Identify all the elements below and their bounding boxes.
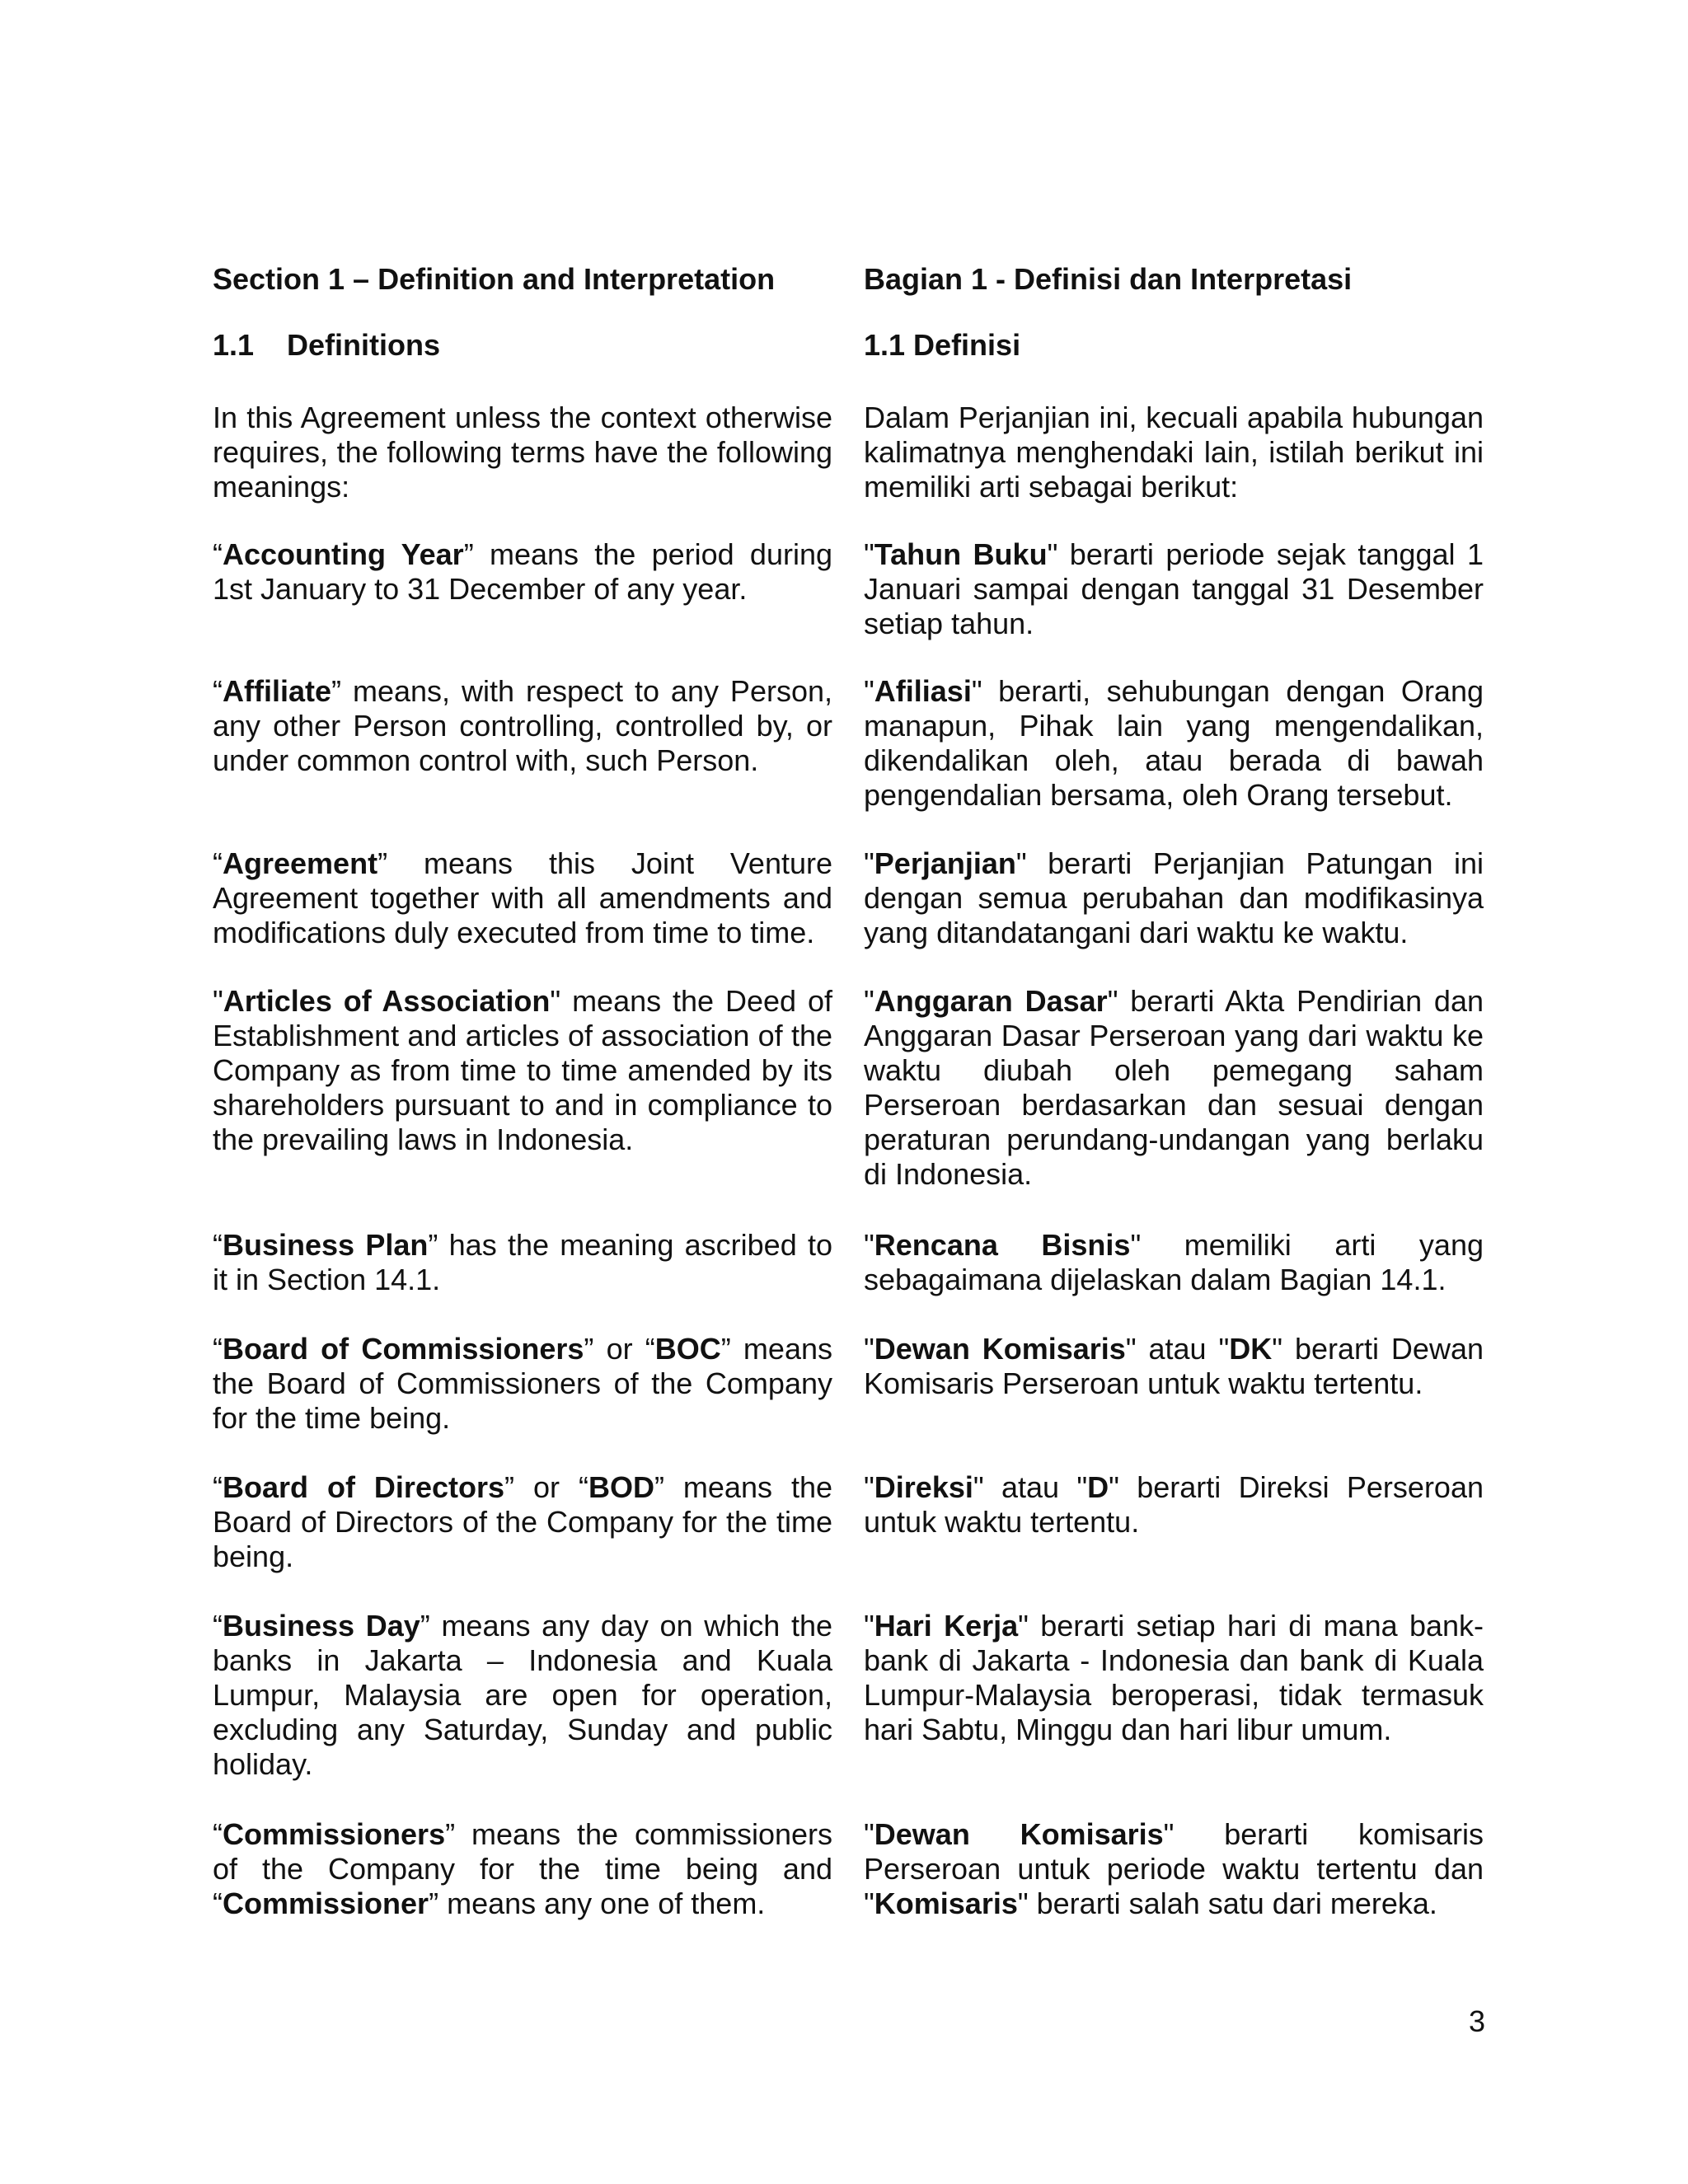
defined-term: Board of Commissioners xyxy=(223,1332,584,1366)
defined-term: Dewan Komisaris xyxy=(874,1332,1126,1366)
definition-business-plan: “Business Plan” has the meaning ascribed to it in Section 14.1. xyxy=(213,1228,833,1296)
defined-term: Anggaran Dasar xyxy=(874,984,1108,1018)
intro-paragraph-id: Dalam Perjanjian ini, kecuali apabila hubungan kalimatnya menghendaki lain, istilah berikut ini memiliki arti sebagai berikut: xyxy=(864,401,1484,504)
definisi-komisaris: "Dewan Komisaris" berarti komisaris Perseroan untuk periode waktu tertentu dan "Komisaris" berarti salah satu dari mereka. xyxy=(864,1817,1484,1920)
definition-board-of-commissioners: “Board of Commissioners” or “BOC” means the Board of Commissioners of the Company for the time being. xyxy=(213,1332,832,1435)
definisi-hari-kerja: "Hari Kerja" berarti setiap hari di mana bank-bank di Jakarta - Indonesia dan bank di Kuala Lumpur-Malaysia beroperasi, tidak termasuk hari Sabtu, Minggu dan hari libur umum. xyxy=(864,1609,1484,1746)
definition-accounting-year: “Accounting Year” means the period during 1st January to 31 December of any year. xyxy=(213,537,832,606)
intro-paragraph: In this Agreement unless the context otherwise requires, the following terms have the following meanings: xyxy=(213,401,832,504)
subsection-number: 1.1 xyxy=(213,328,255,362)
section-title: Section 1 – Definition and Interpretation xyxy=(213,262,776,296)
defined-term-singular: Commissioner xyxy=(223,1886,429,1920)
section-title-id: Bagian 1 - Definisi dan Interpretasi xyxy=(864,262,1353,296)
subsection-heading xyxy=(213,328,832,363)
defined-term: Afiliasi xyxy=(874,674,972,708)
definition-commissioners: “Commissioners” means the commissioners of the Company for the time being and “Commissioner” means any one of them. xyxy=(213,1817,832,1920)
defined-term: Affiliate xyxy=(223,674,332,708)
defined-term: Perjanjian xyxy=(874,846,1016,880)
defined-term: Commissioners xyxy=(223,1817,446,1851)
definisi-direksi: "Direksi" atau "D" berarti Direksi Perseroan untuk waktu tertentu. xyxy=(864,1470,1484,1539)
definisi-anggaran-dasar: "Anggaran Dasar" berarti Akta Pendirian dan Anggaran Dasar Perseroan yang dari waktu ke waktu diubah oleh pemegang saham Perseroan berdasarkan dan sesuai dengan peraturan perundang-undangan yang berlaku di Indonesia. xyxy=(864,984,1484,1191)
definition-affiliate: “Affiliate” means, with respect to any Person, any other Person controlling, controlled by, or under common control with, such Person. xyxy=(213,674,832,777)
definisi-dewan-komisaris: "Dewan Komisaris" atau "DK" berarti Dewan Komisaris Perseroan untuk waktu tertentu. xyxy=(864,1332,1484,1400)
defined-term-abbrev: DK xyxy=(1229,1332,1273,1366)
defined-term: Hari Kerja xyxy=(874,1609,1019,1643)
page-number: 3 xyxy=(1469,2004,1486,2038)
defined-term: Tahun Buku xyxy=(874,537,1048,571)
definisi-afiliasi: "Afiliasi" berarti, sehubungan dengan Orang manapun, Pihak lain yang mengendalikan, dikendalikan oleh, atau berada di bawah pengendalian bersama, oleh Orang tersebut. xyxy=(864,674,1484,812)
definisi-rencana-bisnis: "Rencana Bisnis" memiliki arti yang sebagaimana dijelaskan dalam Bagian 14.1. xyxy=(864,1228,1484,1296)
defined-term: Business Plan xyxy=(223,1228,429,1262)
defined-term: Articles of Association xyxy=(223,984,551,1018)
defined-term: Agreement xyxy=(223,846,378,880)
defined-term: Dewan Komisaris xyxy=(874,1817,1164,1851)
defined-term-abbrev: D xyxy=(1087,1470,1109,1504)
defined-term: Direksi xyxy=(874,1470,973,1504)
definisi-tahun-buku: "Tahun Buku" berarti periode sejak tanggal 1 Januari sampai dengan tanggal 31 Desember setiap tahun. xyxy=(864,537,1484,640)
defined-term-singular: Komisaris xyxy=(874,1886,1018,1920)
defined-term: Business Day xyxy=(223,1609,420,1643)
defined-term: Accounting Year xyxy=(223,537,464,571)
defined-term: Board of Directors xyxy=(223,1470,504,1504)
definition-board-of-directors: “Board of Directors” or “BOD” means the Board of Directors of the Company for the time being. xyxy=(213,1470,832,1573)
defined-term: Rencana Bisnis xyxy=(874,1228,1131,1262)
definition-agreement: “Agreement” means this Joint Venture Agreement together with all amendments and modifications duly executed from time to time. xyxy=(213,846,832,949)
definisi-perjanjian: "Perjanjian" berarti Perjanjian Patungan ini dengan semua perubahan dan modifikasinya yang ditandatangani dari waktu ke waktu. xyxy=(864,846,1484,949)
defined-term-abbrev: BOC xyxy=(654,1332,721,1366)
subsection-title: Definitions xyxy=(287,328,441,362)
defined-term-abbrev: BOD xyxy=(588,1470,654,1504)
definition-articles-of-association: "Articles of Association" means the Deed of Establishment and articles of association of the Company as from time to time amended by its shareholders pursuant to and in compliance to the prevailing laws in Indonesia. xyxy=(213,984,832,1156)
subsection-heading-id: 1.1 Definisi xyxy=(864,328,1021,362)
definition-business-day: “Business Day” means any day on which the banks in Jakarta – Indonesia and Kuala Lumpur, Malaysia are open for operation, excluding any Saturday, Sunday and public holiday. xyxy=(213,1609,833,1781)
